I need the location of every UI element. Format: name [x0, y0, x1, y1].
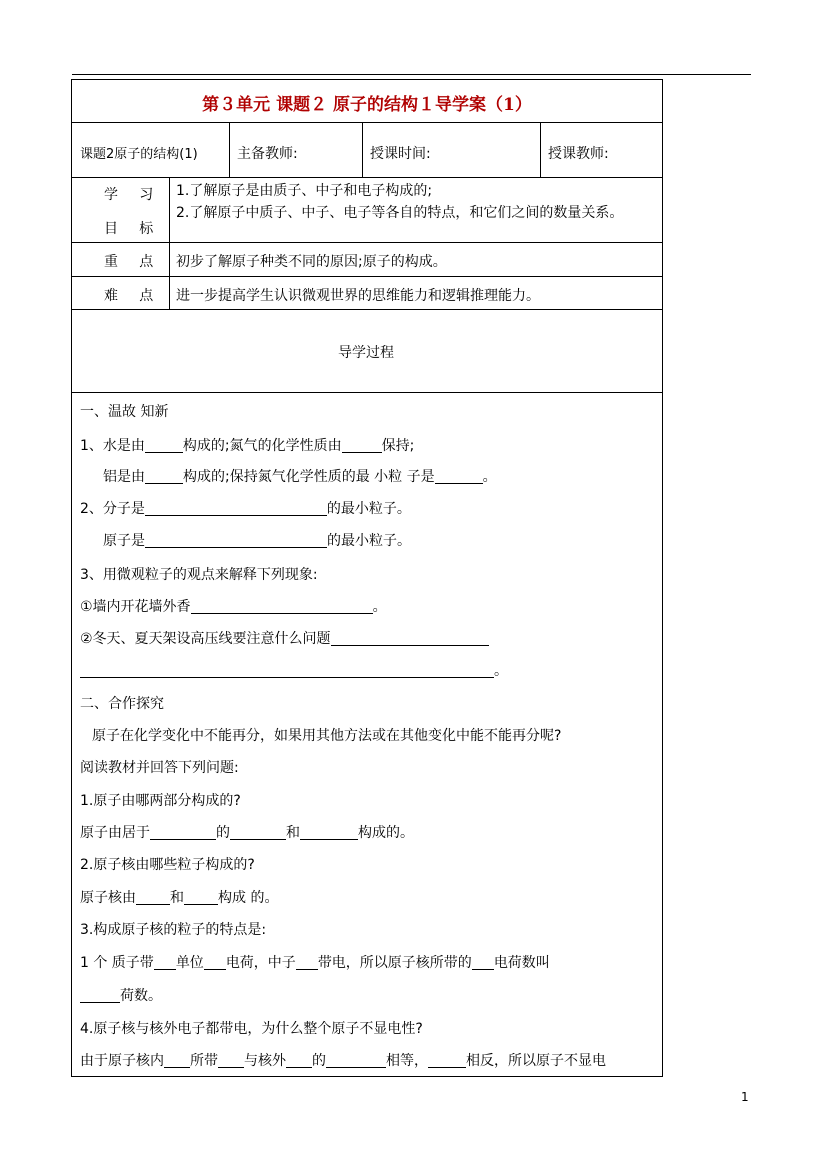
question-text: 的最小粒子。 — [326, 501, 411, 517]
question-line — [80, 985, 162, 1005]
answer-blank[interactable] — [164, 1053, 190, 1068]
answer-blank[interactable] — [184, 890, 218, 905]
key-points-label: 重 点 — [104, 254, 162, 270]
question-text: 荷数。 — [120, 988, 162, 1004]
difficulties-text: 进一步提高学生认识微观世界的思维能力和逻辑推理能力。 — [176, 288, 540, 304]
answer-blank[interactable] — [472, 955, 494, 970]
question-line — [80, 887, 278, 907]
table-divider — [71, 309, 663, 310]
question-text: 1 个 质子带 — [80, 955, 154, 971]
question-line — [103, 530, 411, 550]
answer-blank[interactable] — [145, 533, 327, 548]
question-text: 构成的;氮气的化学性质由 — [182, 438, 342, 454]
table-divider — [71, 242, 663, 243]
question-text: 的 — [216, 825, 230, 841]
question-text: 和 — [170, 890, 184, 906]
lesson-time-cell: 授课时间: — [370, 146, 431, 162]
question-text: 。 — [482, 469, 497, 485]
question-line — [80, 1050, 606, 1070]
question-line: 3.构成原子核的粒子的特点是: — [80, 922, 267, 938]
answer-blank[interactable] — [300, 825, 358, 840]
answer-blank[interactable] — [80, 988, 120, 1003]
question-line: 1.原子由哪两部分构成的? — [80, 793, 241, 809]
teacher-cell: 授课教师: — [548, 146, 609, 162]
table-divider — [71, 392, 663, 393]
question-text: 和 — [286, 825, 300, 841]
question-text: 单位 — [175, 955, 204, 971]
answer-blank[interactable] — [150, 825, 216, 840]
question-text: 电荷数叫 — [493, 955, 550, 971]
question-text: 2、分子是 — [80, 501, 145, 517]
question-line: 4.原子核与核外电子都带电，为什么整个原子不显电性? — [80, 1021, 423, 1037]
answer-blank[interactable] — [145, 469, 183, 484]
topic-cell: 课题2原子的结构(1) — [80, 147, 198, 162]
table-divider — [71, 177, 663, 178]
question-text: ②冬天、夏天架设高压线要注意什么问题 — [80, 631, 331, 647]
top-rule — [72, 74, 751, 75]
question-text: 与核外 — [244, 1053, 286, 1069]
process-heading: 导学过程 — [338, 345, 394, 361]
table-divider — [229, 122, 230, 177]
answer-blank[interactable] — [331, 631, 489, 646]
table-divider — [71, 276, 663, 277]
question-text: 所带 — [190, 1053, 218, 1069]
instruction-text: 阅读教材并回答下列问题: — [80, 760, 239, 776]
question-line: 3、用微观粒子的观点来解释下列现象: — [80, 567, 318, 583]
difficulties-label: 难 点 — [104, 288, 162, 304]
question-text: ①墙内开花墙外香 — [80, 599, 191, 615]
question-text: 原子核由 — [80, 890, 136, 906]
question-text: 原子是 — [103, 533, 145, 549]
question-text: 铝是由 — [103, 469, 145, 485]
key-points-text: 初步了解原子种类不同的原因;原子的构成。 — [176, 254, 447, 270]
lead-teacher-cell: 主备教师: — [237, 146, 298, 162]
question-line — [80, 952, 550, 972]
answer-blank[interactable] — [145, 501, 327, 516]
section-heading: 二、合作探究 — [80, 696, 164, 712]
question-text: 保持; — [381, 438, 415, 454]
question-line — [103, 466, 497, 486]
question-text: 1、水是由 — [80, 438, 145, 454]
objective-item: 2.了解原子中质子、中子、电子等各自的特点，和它们之间的数量关系。 — [176, 205, 624, 221]
question-text: 相等， — [386, 1053, 428, 1069]
answer-blank[interactable] — [296, 955, 318, 970]
objectives-label: 目 标 — [104, 221, 162, 237]
question-line — [80, 435, 414, 455]
question-text: 构成 的。 — [218, 890, 279, 906]
question-text: 电荷，中子 — [225, 955, 296, 971]
answer-blank[interactable] — [218, 1053, 244, 1068]
answer-blank[interactable] — [204, 955, 226, 970]
document-title: 第３单元 课题２ 原子的结构１导学案（1） — [202, 95, 532, 115]
objectives-label: 学 习 — [104, 187, 162, 203]
question-line — [80, 596, 387, 616]
table-divider — [169, 177, 170, 309]
objective-item: 1.了解原子是由质子、中子和电子构成的; — [176, 183, 433, 199]
answer-blank[interactable] — [136, 890, 170, 905]
answer-blank[interactable] — [154, 955, 176, 970]
table-divider — [362, 122, 363, 177]
answer-blank[interactable] — [435, 469, 483, 484]
question-line: 2.原子核由哪些粒子构成的? — [80, 857, 255, 873]
answer-blank[interactable] — [286, 1053, 312, 1068]
question-text: 的 — [312, 1053, 326, 1069]
question-line — [80, 660, 508, 680]
question-line — [80, 498, 411, 518]
table-divider — [540, 122, 541, 177]
table-divider — [71, 122, 663, 123]
question-text: 构成的。 — [358, 825, 414, 841]
intro-text: 原子在化学变化中不能再分，如果用其他方法或在其他变化中能不能再分呢? — [92, 728, 562, 744]
question-text: 。 — [494, 663, 508, 679]
answer-blank[interactable] — [342, 438, 382, 453]
question-text: 。 — [372, 599, 387, 615]
question-text: 相反，所以原子不显电 — [466, 1053, 606, 1069]
answer-blank[interactable] — [326, 1053, 386, 1068]
answer-blank[interactable] — [191, 599, 373, 614]
question-text: 带电，所以原子核所带的 — [317, 955, 472, 971]
answer-blank[interactable] — [80, 663, 494, 678]
answer-blank[interactable] — [145, 438, 183, 453]
question-line — [80, 822, 414, 842]
page-number: 1 — [741, 1090, 749, 1104]
answer-blank[interactable] — [428, 1053, 466, 1068]
question-text: 由于原子核内 — [80, 1053, 164, 1069]
question-text: 原子由居于 — [80, 825, 150, 841]
question-line — [80, 628, 489, 648]
section-heading: 一、温故 知新 — [80, 404, 169, 420]
answer-blank[interactable] — [230, 825, 286, 840]
question-text: 的最小粒子。 — [327, 533, 411, 549]
question-text: 构成的;保持氮气化学性质的最 小粒 子是 — [183, 469, 435, 485]
